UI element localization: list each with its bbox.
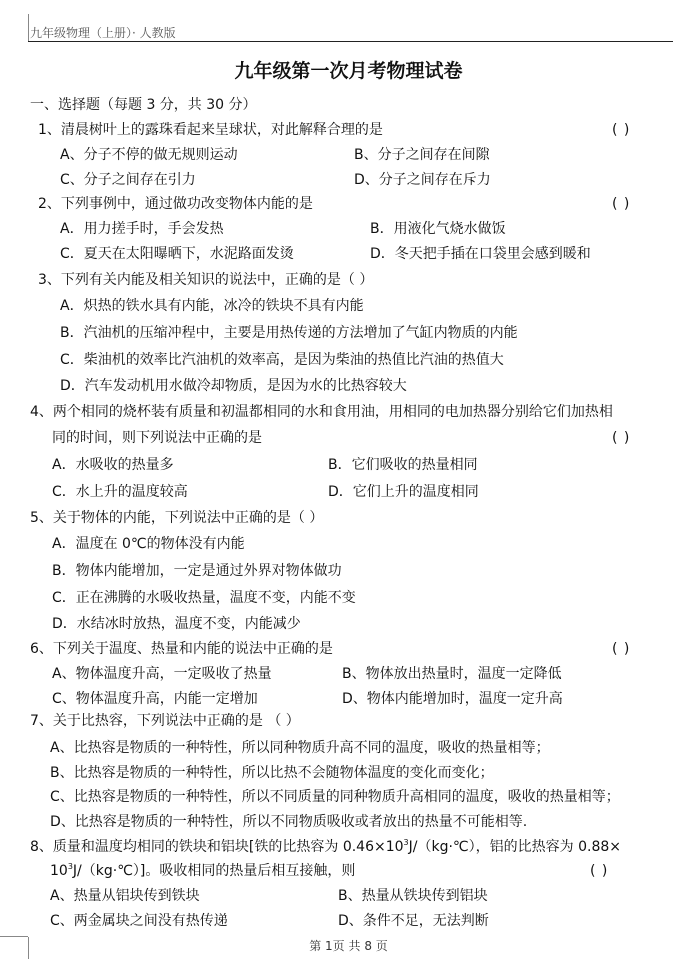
crop-mark-top <box>28 14 29 41</box>
exponent: 3 <box>403 838 409 847</box>
answer-bracket: ( ) <box>590 863 609 879</box>
question-stem: 5、关于物体的内能，下列说法中正确的是（ ） <box>30 510 324 526</box>
section-heading: 一、选择题（每题 3 分，共 30 分） <box>30 97 257 113</box>
option-a: A、比热容是物质的一种特性，所以同种物质升高不同的温度，吸收的热量相等； <box>50 740 550 756</box>
question-stem-line2 <box>50 864 355 878</box>
exponent: 3 <box>67 862 73 871</box>
exam-title: 九年级第一次月考物理试卷 <box>234 60 463 82</box>
option-a: A．温度在 0℃的物体没有内能 <box>52 536 245 552</box>
header-rule <box>28 41 673 42</box>
option-a: A、物体温度升高，一定吸收了热量 <box>52 666 272 682</box>
option-a: A、分子不停的做无规则运动 <box>60 147 238 163</box>
option-a: A．水吸收的热量多 <box>52 457 174 473</box>
question-stem: 2、下列事例中，通过做功改变物体内能的是 <box>38 196 313 212</box>
option-b: B．用液化气烧水做饭 <box>370 221 506 237</box>
question-stem: 3、下列有关内能及相关知识的说法中，正确的是（ ） <box>38 272 374 288</box>
option-b: B．物体内能增加，一定是通过外界对物体做功 <box>52 563 342 579</box>
question-stem-line2: 同的时间，则下列说法中正确的是 <box>52 430 262 446</box>
answer-bracket: ( ) <box>612 430 631 446</box>
page-number: 第 1页 共 8 页 <box>309 939 388 953</box>
option-d: D．冬天把手插在口袋里会感到暖和 <box>370 246 591 262</box>
option-c: C．夏天在太阳曝晒下，水泥路面发烫 <box>60 246 294 262</box>
option-b: B．它们吸收的热量相同 <box>328 457 478 473</box>
running-header: 九年级物理（上册）· 人教版 <box>30 26 176 40</box>
option-c: C．正在沸腾的水吸收热量，温度不变，内能不变 <box>52 590 356 606</box>
option-d: D．它们上升的温度相同 <box>328 484 479 500</box>
option-d: D、条件不足，无法判断 <box>338 913 489 929</box>
option-b: B、比热容是物质的一种特性，所以比热不会随物体温度的变化而变化； <box>50 765 494 781</box>
answer-bracket: ( ) <box>612 641 631 657</box>
option-d: D．水结冰时放热，温度不变，内能减少 <box>52 616 301 632</box>
option-d: D、分子之间存在斥力 <box>354 172 491 188</box>
answer-bracket: ( ) <box>612 196 631 212</box>
question-stem-line1: 4、两个相同的烧杯装有质量和初温都相同的水和食用油，用相同的电加热器分别给它们加热相 <box>30 404 613 420</box>
question-stem: 6、下列关于温度、热量和内能的说法中正确的是 <box>30 641 333 657</box>
option-b: B．汽油机的压缩冲程中，主要是用热传递的方法增加了气缸内物质的内能 <box>60 325 518 341</box>
stem-part: 10 <box>50 863 68 879</box>
question-stem-line1 <box>30 840 621 854</box>
stem-part: J/（kg·℃）]。吸收相同的热量后相互接触，则 <box>72 863 356 879</box>
question-stem: 1、清晨树叶上的露珠看起来呈球状，对此解释合理的是 <box>38 122 383 138</box>
question-stem: 7、关于比热容，下列说法中正确的是 （ ） <box>30 713 300 729</box>
option-b: B、分子之间存在间隙 <box>354 147 490 163</box>
option-a: A．用力搓手时，手会发热 <box>60 221 224 237</box>
option-a: A．炽热的铁水具有内能，冰冷的铁块不具有内能 <box>60 298 364 314</box>
option-c: C、两金属块之间没有热传递 <box>50 913 228 929</box>
answer-bracket: ( ) <box>612 122 631 138</box>
stem-part: 8、质量和温度均相同的铁块和铝块[铁的比热容为 0.46×10 <box>30 839 404 855</box>
option-b: B、热量从铁块传到铝块 <box>338 888 488 904</box>
option-d: D、比热容是物质的一种特性，所以不同物质吸收或者放出的热量不可能相等. <box>50 814 528 830</box>
option-c: C、物体温度升高，内能一定增加 <box>52 691 258 707</box>
option-c: C、分子之间存在引力 <box>60 172 196 188</box>
stem-part: J/（kg·℃），铝的比热容为 0.88× <box>408 839 622 855</box>
option-b: B、物体放出热量时，温度一定降低 <box>342 666 562 682</box>
option-c: C．柴油机的效率比汽油机的效率高，是因为柴油的热值比汽油的热值大 <box>60 352 504 368</box>
option-c: C、比热容是物质的一种特性，所以不同质量的同种物质升高相同的温度，吸收的热量相等； <box>50 789 620 805</box>
crop-mark-bottom-h <box>0 936 28 937</box>
option-c: C．水上升的温度较高 <box>52 484 188 500</box>
option-a: A、热量从铝块传到铁块 <box>50 888 200 904</box>
option-d: D、物体内能增加时，温度一定升高 <box>342 691 563 707</box>
option-d: D．汽车发动机用水做冷却物质，是因为水的比热容较大 <box>60 378 407 394</box>
